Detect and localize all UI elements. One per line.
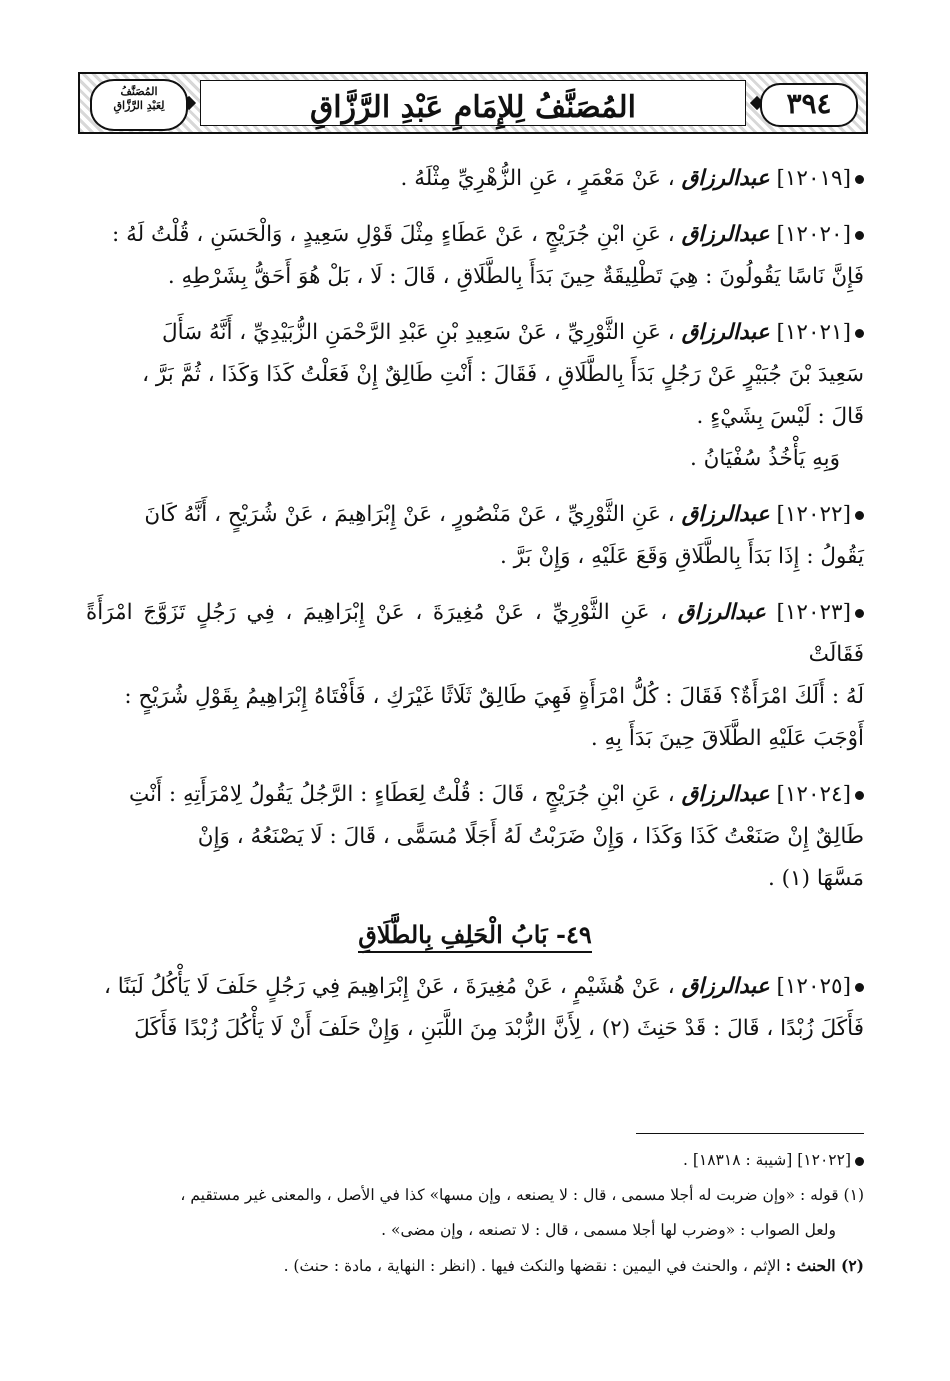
entry-text: ، عَنِ الثَّوْرِيِّ ، عَنْ مَنْصُورٍ ، عَنْ إِبْرَاهِيمَ ، عَنْ شُرَيْحٍ ، أَنَّهُ كَانَ bbox=[144, 502, 675, 527]
hadith-number: [١٢٠٢٢] bbox=[776, 502, 851, 527]
hadith-number: [١٢٠٢٤] bbox=[776, 782, 851, 807]
book-seal-logo bbox=[90, 79, 188, 131]
hadith-number: [١٢٠٢٣] bbox=[776, 600, 851, 625]
footnote-1: (١) قوله : «وإن ضربت له أجلا مسمى ، قال : لا يصنعه ، وإن مسها» كذا في الأصل ، والمعنى غير مستقيم ، bbox=[180, 1186, 864, 1204]
main-text bbox=[86, 158, 864, 1064]
bullet-icon bbox=[855, 329, 864, 338]
author-name: عبدالرزاق bbox=[681, 222, 770, 247]
entry-line: فَإِنَّ نَاسًا يَقُولُونَ : هِيَ تَطْلِيقَةٌ حِينَ بَدَأَ بِالطَّلَاقِ ، قَالَ : لَا ، بَلْ هُوَ أَحَقُّ بِشَرْطِهِ . bbox=[167, 264, 864, 289]
page-number: ٣٩٤ bbox=[760, 83, 858, 127]
author-name: عبدالرزاق bbox=[681, 320, 770, 345]
entry-line: قَالَ : لَيْسَ بِشَيْءٍ . bbox=[696, 404, 864, 429]
hadith-entry-12021 bbox=[86, 312, 864, 480]
bullet-icon bbox=[855, 231, 864, 240]
entry-line bbox=[86, 494, 864, 536]
hadith-entry-12022 bbox=[86, 494, 864, 578]
bullet-icon bbox=[855, 609, 864, 618]
entry-text: ، عَنِ ابْنِ جُرَيْجٍ ، قَالَ : قُلْتُ لِعَطَاءٍ : الرَّجُلُ يَقُولُ لِامْرَأَتِهِ : أَنْتِ bbox=[129, 782, 675, 807]
entry-line: يَقُولُ : إِذَا بَدَأَ بِالطَّلَاقِ وَقَعَ عَلَيْهِ ، وَإِنْ بَرَّ . bbox=[500, 544, 864, 569]
footnote-reference bbox=[86, 1143, 864, 1178]
entry-line bbox=[86, 774, 864, 816]
bullet-icon bbox=[855, 1157, 864, 1166]
bullet-icon bbox=[855, 791, 864, 800]
entry-line: طَالِقٌ إِنْ صَنَعْتُ كَذَا وَكَذَا ، وَإِنْ ضَرَبْتُ لَهُ أَجَلًا مُسَمًّى ، قَالَ : لَا يَصْنَعُهُ ، وَإِنْ bbox=[197, 824, 864, 849]
bullet-icon bbox=[855, 511, 864, 520]
bullet-icon bbox=[855, 175, 864, 184]
entry-line bbox=[86, 592, 864, 676]
entry-text: ، عَنْ هُشَيْمٍ ، عَنْ مُغِيرَةَ ، عَنْ إِبْرَاهِيمَ فِي رَجُلٍ حَلَفَ لَا يَأْكُلُ لَبَنًا ، bbox=[103, 974, 675, 999]
entry-text: ، عَنْ مَعْمَرٍ ، عَنِ الزُّهْرِيِّ مِثْلَهُ . bbox=[400, 166, 675, 191]
page-header bbox=[78, 72, 868, 134]
hadith-entry-12020 bbox=[86, 214, 864, 298]
header-title-frame bbox=[200, 80, 746, 126]
footnote-2-text: الإثم ، والحنث في اليمين : نقضها والنكث فيها . (انظر : النهاية ، مادة : حنث) . bbox=[283, 1257, 781, 1275]
running-title: المُصَنَّفُ لِلإِمَامِ عَبْدِ الرَّزَّاقِ bbox=[310, 90, 636, 125]
entry-text: ، عَنِ ابْنِ جُرَيْجٍ ، عَنْ عَطَاءٍ مِثْلَ قَوْلِ سَعِيدٍ ، وَالْحَسَنِ ، قُلْتُ لَهُ : bbox=[112, 222, 675, 247]
entry-line: لَهُ : أَلَكَ امْرَأَةٌ؟ فَقَالَ : كُلُّ امْرَأَةٍ فَهِيَ طَالِقٌ ثَلَاثًا غَيْرَكِ ، فَأَفْتَاهُ إِبْرَاهِيمُ بِقَوْلِ شُرَيْحٍ : bbox=[124, 684, 864, 709]
footnotes bbox=[86, 1143, 864, 1284]
entry-line: أَوْجَبَ عَلَيْهِ الطَّلَاقَ حِينَ بَدَأَ بِهِ . bbox=[590, 726, 864, 751]
hadith-entry-12023 bbox=[86, 592, 864, 760]
entry-line: فَأَكَلَ زُبْدًا ، قَالَ : قَدْ حَنِثَ (٢) ، لِأَنَّ الزُّبْدَ مِنَ اللَّبَنِ ، وَإِنْ حَلَفَ أَنْ لَا يَأْكُلَ زُبْدًا فَأَكَلَ bbox=[134, 1016, 864, 1041]
hadith-entry-12019 bbox=[86, 158, 864, 200]
footnote-1-continued: ولعل الصواب : «وضرب لها أجلا مسمى ، قال : لا تصنعه ، وإن مضى» . bbox=[381, 1221, 836, 1239]
entry-line: سَعِيدَ بْنَ جُبَيْرٍ عَنْ رَجُلٍ بَدَأَ بِالطَّلَاقِ ، فَقَالَ : أَنْتِ طَالِقٌ إِنْ فَعَلْتُ كَذَا وَكَذَا ، ثُمَّ بَرَّ ، bbox=[142, 362, 864, 387]
hadith-entry-12024 bbox=[86, 774, 864, 900]
author-name: عبدالرزاق bbox=[677, 600, 766, 625]
author-name: عبدالرزاق bbox=[681, 782, 770, 807]
seal-line-1: المُصَنَّفُ bbox=[120, 85, 158, 98]
entry-note: وَبِهِ يَأْخُذُ سُفْيَانُ . bbox=[689, 446, 840, 471]
author-name: عبدالرزاق bbox=[681, 502, 770, 527]
footnote-reference-text: [١٢٠٢٢] [شيبة : ١٨٣١٨] . bbox=[683, 1151, 851, 1169]
author-name: عبدالرزاق bbox=[681, 974, 770, 999]
hadith-number: [١٢٠٢٥] bbox=[776, 974, 851, 999]
footnote-2-term: (٢) الحنث : bbox=[785, 1256, 864, 1275]
footnote-divider bbox=[636, 1133, 864, 1134]
chapter-heading bbox=[86, 914, 864, 956]
author-name: عبدالرزاق bbox=[681, 166, 770, 191]
chapter-heading-text: ٤٩- بَابُ الْحَلِفِ بِالطَّلَاقِ bbox=[358, 920, 592, 953]
entry-line bbox=[86, 214, 864, 256]
entry-line: مَسَّهَا (١) . bbox=[767, 866, 864, 891]
entry-line bbox=[86, 158, 864, 200]
bullet-icon bbox=[855, 983, 864, 992]
entry-line bbox=[86, 966, 864, 1008]
hadith-entry-12025 bbox=[86, 966, 864, 1050]
entry-text: ، عَنِ الثَّوْرِيِّ ، عَنْ سَعِيدِ بْنِ عَبْدِ الرَّحْمَنِ الزُّبَيْدِيِّ ، أَنَّهُ سَأَلَ bbox=[161, 320, 675, 345]
entry-line bbox=[86, 312, 864, 354]
hadith-number: [١٢٠٢٠] bbox=[776, 222, 851, 247]
footnote-2 bbox=[86, 1248, 864, 1284]
hadith-number: [١٢٠٢١] bbox=[776, 320, 851, 345]
hadith-number: [١٢٠١٩] bbox=[776, 166, 851, 191]
seal-line-2: لِعَبْدِ الرَّزَّاقِ bbox=[113, 99, 165, 112]
entry-text: ، عَنِ الثَّوْرِيِّ ، عَنْ مُغِيرَةَ ، عَنْ إِبْرَاهِيمَ ، فِي رَجُلٍ تَزَوَّجَ امْرَأَةً فَقَالَتْ bbox=[86, 600, 864, 667]
